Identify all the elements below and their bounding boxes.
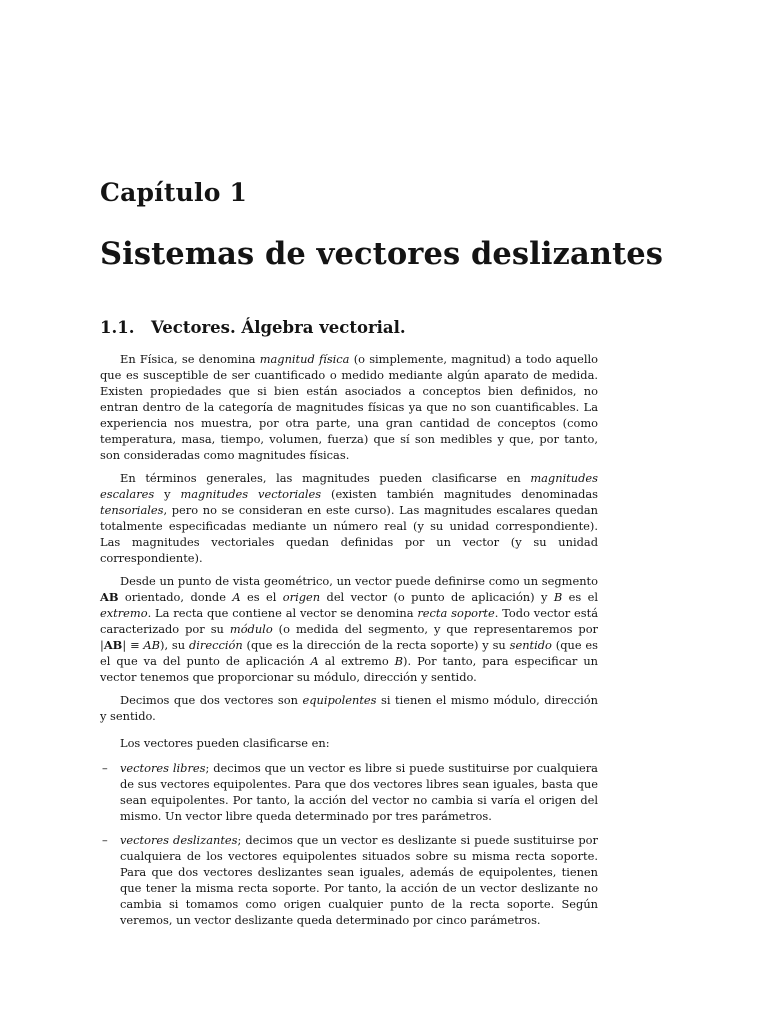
text-run: En Física, se denomina	[120, 352, 260, 366]
term-magnitudes-escalares: magnitudes escalares	[100, 471, 598, 501]
vector-types-list	[100, 760, 598, 928]
chapter-title: Sistemas de vectores deslizantes	[100, 236, 664, 272]
list-item	[100, 832, 598, 928]
paragraph-definicion-magnitud	[100, 351, 598, 463]
text-run: es el	[240, 590, 283, 604]
text-run: Decimos que dos vectores son	[120, 693, 303, 707]
paragraph-definicion-vector	[100, 573, 598, 685]
section-heading	[100, 318, 406, 337]
body-text	[100, 351, 598, 928]
term-vectores-libres: vectores libres	[120, 761, 206, 775]
paragraph-clasificacion-vectores: Los vectores pueden clasificarse en:	[120, 736, 330, 750]
text-run: (o simplemente, magnitud) a todo aquello que es susceptible de ser cuantificado o medido mediante algún aparato de medida. Existen propiedades que si bien están asociados a conceptos bien definidos, no entran dentro de la categoría de magnitudes físicas ya que no son cuantificables. La experiencia nos muestra, por otra parte, una gran cantidad de conceptos (como temperatura, masa, tiempo, volumen, fuerza) que sí son medibles y que, por tanto, son consideradas como magnitudes físicas.	[100, 352, 598, 462]
list-item-text: ; decimos que un vector es deslizante si puede sustituirse por cualquiera de los vectores equipolentes situados sobre su misma recta soporte. Para que dos vectores deslizantes sean iguales, además de equipolentes, tienen que tener la misma recta soporte. Por tanto, la acción de un vector deslizante no cambia si tomamos como origen cualquier punto de la recta soporte. Según veremos, un vector deslizante queda determinado por cinco parámetros.	[120, 833, 598, 927]
text-run: , pero no se consideran en este curso). Las magnitudes escalares quedan totalmente especificadas mediante un número real (y su unidad correspondiente). Las magnitudes vectoriales quedan definidas por un vector (y su unidad correspondiente).	[100, 503, 598, 565]
term-magnitudes-vectoriales: magnitudes vectoriales	[180, 487, 322, 501]
text-run: | ≡	[122, 638, 144, 652]
text-run: si tienen el mismo módulo, dirección y sentido.	[100, 693, 598, 723]
text-run: Desde un punto de vista geométrico, un vector puede definirse como un segmento	[120, 574, 598, 588]
term-equipolentes: equipolentes	[302, 693, 377, 707]
vector-ab-bold: AB	[103, 638, 123, 652]
term-vectores-deslizantes: vectores deslizantes	[120, 833, 238, 847]
term-origen: origen	[282, 590, 321, 604]
term-sentido: sentido	[509, 638, 552, 652]
text-run: (que es el que va del punto de aplicación	[100, 638, 598, 668]
math-ab: AB	[143, 638, 160, 652]
list-item	[100, 760, 598, 824]
section-number: 1.1.	[100, 318, 135, 337]
paragraph-clasificacion-magnitudes	[100, 470, 598, 566]
text-run: . Todo vector está caracterizado por su	[100, 606, 599, 636]
term-tensoriales: tensoriales	[100, 503, 164, 517]
text-run: al extremo	[318, 654, 395, 668]
text-run: ), su	[160, 638, 189, 652]
text-run: orientado, donde	[118, 590, 233, 604]
dash-bullet: –	[102, 833, 108, 847]
text-run: En términos generales, las magnitudes pueden clasificarse en	[120, 471, 531, 485]
math-b: B	[394, 654, 404, 668]
text-run: (que es la dirección de la recta soporte) y su	[242, 638, 510, 652]
dash-bullet: –	[102, 761, 108, 775]
text-run: y	[154, 487, 181, 501]
text-run: (existen también magnitudes denominadas	[321, 487, 599, 501]
text-run: ). Por tanto, para especificar un vector tenemos que proporcionar su módulo, dirección y sentido.	[100, 654, 599, 684]
math-a: A	[310, 654, 319, 668]
term-magnitud-fisica: magnitud física	[259, 352, 350, 366]
paragraph-equipolentes	[100, 692, 598, 724]
text-run: es el	[562, 590, 598, 604]
section-title: Vectores. Álgebra vectorial.	[151, 318, 406, 337]
text-run: (o medida del segmento, y que representaremos por |	[100, 622, 598, 652]
vector-ab-bold: AB	[100, 590, 119, 604]
term-extremo: extremo	[100, 606, 148, 620]
text-run: del vector (o punto de aplicación) y	[320, 590, 554, 604]
math-b: B	[553, 590, 563, 604]
chapter-label: Capítulo 1	[100, 178, 248, 207]
math-a: A	[232, 590, 241, 604]
text-run: . La recta que contiene al vector se denomina	[147, 606, 418, 620]
term-modulo: módulo	[229, 622, 273, 636]
term-recta-soporte: recta soporte	[417, 606, 495, 620]
term-direccion: dirección	[188, 638, 243, 652]
list-item-text: ; decimos que un vector es libre si puede sustituirse por cualquiera de sus vectores equipolentes. Para que dos vectores libres sean iguales, basta que sean equipolentes. Por tanto, la acción del vector no cambia si varía el origen del mismo. Un vector libre queda determinado por tres parámetros.	[120, 761, 598, 823]
